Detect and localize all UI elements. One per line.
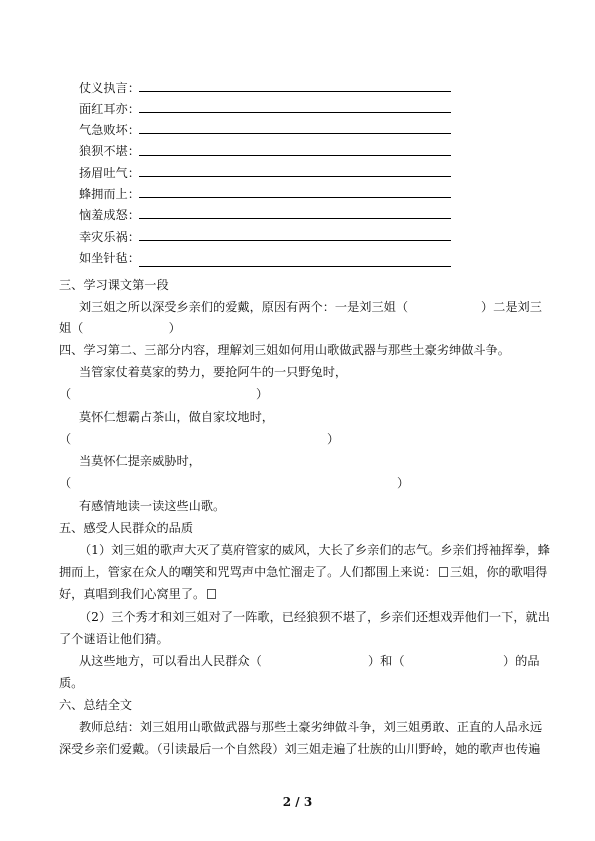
- idiom-answer-line[interactable]: [139, 240, 451, 241]
- section-4-a3-open: （: [59, 476, 72, 490]
- idiom-label: 幸灾乐祸：: [79, 230, 140, 244]
- section-5-p3-c: ）的品: [503, 654, 540, 668]
- section-5-p1-line2: [59, 564, 547, 580]
- section-5-p1-line2-quote: 三姐，你的歌唱得: [449, 565, 548, 579]
- section-4-read: 有感情地读一读这些山歌。: [79, 499, 226, 513]
- idiom-label: 恼羞成怒：: [79, 208, 140, 222]
- idiom-answer-line[interactable]: [139, 218, 451, 219]
- idiom-label: 如坐针毡：: [79, 251, 140, 265]
- idiom-label: 仗义执言：: [79, 81, 140, 95]
- section-5-p1-line3-text: 好，真唱到我们心窝里了。: [59, 587, 206, 601]
- section-4-q2: 莫怀仁想霸占茶山，做自家坟地时，: [79, 410, 274, 424]
- section-6-heading: 六、总结全文: [59, 698, 133, 712]
- section-5-heading: 五、感受人民群众的品质: [59, 521, 194, 535]
- section-5-p3-b: ）和（: [368, 654, 405, 668]
- idiom-answer-line[interactable]: [139, 155, 451, 156]
- section-5-p2-line2: 了个谜语让他们猜。: [59, 632, 169, 646]
- idiom-answer-line[interactable]: [139, 266, 451, 267]
- section-5-p3-line2: 质。: [59, 676, 84, 690]
- idiom-label: 狼狈不堪：: [79, 144, 140, 158]
- idiom-label: 蜂拥而上：: [79, 187, 140, 201]
- section-5-p3-a: 从这些地方，可以看出人民群众（: [79, 654, 262, 668]
- idiom-answer-line[interactable]: [139, 133, 451, 134]
- idiom-answer-line[interactable]: [139, 112, 451, 113]
- section-4-a2-close: ）: [327, 432, 340, 446]
- missing-glyph-box: [207, 589, 216, 599]
- section-4-a3-close: ）: [397, 476, 410, 490]
- section-3-line1-a: 刘三姐之所以深受乡亲们的爱戴，原因有两个：一是刘三姐（: [79, 300, 409, 314]
- page-number: 2 / 3: [282, 795, 313, 809]
- section-4-a1-close: ）: [256, 387, 269, 401]
- section-3-line2: 姐（ ）: [59, 321, 181, 335]
- missing-glyph-box: [439, 567, 448, 577]
- section-6-line1: 教师总结：刘三姐用山歌做武器与那些土豪劣绅做斗争，刘三姐勇敢、正直的人品永远: [79, 720, 543, 734]
- section-5-p1-line1: （1）刘三姐的歌声大灭了莫府管家的威风，大长了乡亲们的志气。乡亲们捋袖挥拳，蜂: [79, 543, 550, 557]
- section-4-q3: 当莫怀仁提亲威胁时，: [79, 454, 201, 468]
- section-4-a1-open: （: [59, 387, 72, 401]
- idiom-answer-line[interactable]: [139, 176, 451, 177]
- section-5-p1-line2-text: 拥而上，管家在众人的嘲笑和咒骂声中急忙溜走了。人们都围上来说：: [59, 565, 437, 579]
- section-4-q1: 当管家仗着莫家的势力，要抢阿牛的一只野兔时，: [79, 365, 348, 379]
- idiom-label: 气急败坏：: [79, 123, 140, 137]
- section-4-heading: 四、学习第二、三部分内容，理解刘三姐如何用山歌做武器与那些土豪劣绅做斗争。: [59, 343, 510, 357]
- section-3-heading: 三、学习课文第一段: [59, 278, 169, 292]
- section-5-p1-line3: [59, 586, 218, 602]
- section-4-a2-open: （: [59, 432, 72, 446]
- idiom-answer-line[interactable]: [139, 197, 451, 198]
- idiom-label: 扬眉吐气：: [79, 166, 140, 180]
- section-5-p2-line1: （2）三个秀才和刘三姐对了一阵歌，已经狼狈不堪了，乡亲们还想戏弄他们一下，就出: [79, 610, 550, 624]
- section-3-line1-b: ）二是刘三: [481, 300, 542, 314]
- section-6-line2: 深受乡亲们爱戴。（引读最后一个自然段）刘三姐走遍了壮族的山川野岭，她的歌声也传遍: [59, 742, 541, 756]
- idiom-answer-line[interactable]: [139, 91, 451, 92]
- idiom-label: 面红耳亦：: [79, 102, 140, 116]
